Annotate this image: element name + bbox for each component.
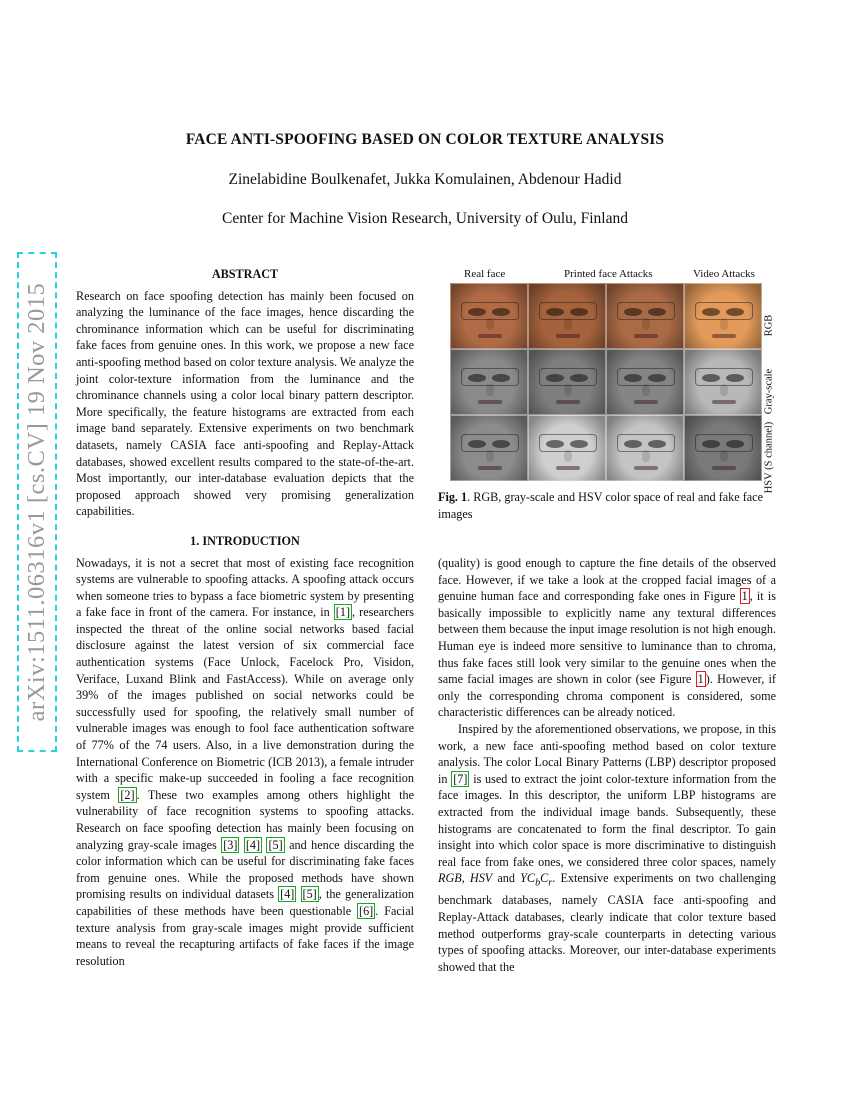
intro-text: Inspired by the aforementioned observations, we propose, in this work, a new face anti-spoofing method based on color texture analysis. The color Local Binary Patterns (LBP) descriptor proposed in [438, 721, 776, 786]
math-ycbcr-c: C [540, 871, 549, 886]
face-image-tile [450, 283, 528, 349]
intro-text: . Facial texture analysis from gray-scale images might provide sufficient means to reveal the recapturing artifacts of fake faces if the image resolution [76, 903, 414, 968]
figure-row-label-rgb: RGB [763, 314, 775, 337]
face-feature [726, 440, 744, 448]
citation-link[interactable]: [6] [359, 903, 374, 918]
face-feature [478, 400, 502, 404]
face-image-tile [528, 283, 606, 349]
paper-title: FACE ANTI-SPOOFING BASED ON COLOR TEXTURE ANALYSIS [185, 131, 665, 148]
figure-header-printed: Printed face Attacks [564, 268, 653, 280]
face-feature [634, 466, 658, 470]
intro-paragraph-1-continued [438, 555, 776, 721]
face-feature [546, 374, 564, 382]
face-feature [468, 308, 486, 316]
face-feature [570, 374, 588, 382]
math-sub-r: r [548, 877, 553, 889]
intro-text: . These two examples among others highlight the vulnerability of face recognition systems to spoofing attacks. Research on face spoofing detection has mainly been focusing on analyzing gray-scale images [76, 787, 415, 852]
right-column [438, 555, 776, 975]
intro-text: and hence discarding the color information which can be useful for discriminating fake faces from genuine ones. While the proposed methods have shown promising results on individual datasets [76, 837, 415, 902]
face-feature [702, 308, 720, 316]
face-feature [624, 308, 642, 316]
face-feature [720, 318, 728, 330]
face-feature [564, 450, 572, 462]
citation-link[interactable]: [7] [453, 771, 468, 786]
left-column [76, 266, 414, 969]
face-feature [712, 334, 736, 338]
face-feature [634, 400, 658, 404]
math-ycbcr [520, 871, 553, 889]
face-image-tile [684, 415, 762, 481]
face-feature [712, 400, 736, 404]
intro-text: , [461, 871, 470, 886]
face-feature [556, 466, 580, 470]
face-feature [726, 308, 744, 316]
citation-link[interactable]: [5] [302, 887, 317, 902]
face-image-tile [450, 415, 528, 481]
figure-1 [438, 266, 778, 521]
intro-text: . Extensive experiments on two challenging benchmark databases, namely CASIA face anti-spoofing and Replay-Attack databases, clearly indicate that color texture based method outperforms gray-scale counterparts in detecting various types of spoofing attacks. Moreover, our inter-database experiments showed that the [438, 871, 776, 974]
face-feature [720, 384, 728, 396]
figure-link[interactable]: 1 [741, 589, 748, 604]
face-feature [702, 374, 720, 382]
face-feature [486, 384, 494, 396]
face-feature [570, 308, 588, 316]
intro-paragraph-2 [438, 721, 776, 975]
face-feature [726, 374, 744, 382]
face-feature [556, 400, 580, 404]
figure-header-real: Real face [464, 268, 506, 280]
face-feature [478, 334, 502, 338]
intro-text: ). However, if only the corresponding chroma component is considered, some characteristic differences can be already noticed. [438, 672, 776, 720]
face-image-tile [606, 349, 684, 415]
math-sub-b: b [535, 877, 541, 889]
face-image-tile [528, 349, 606, 415]
face-feature [648, 308, 666, 316]
intro-text: and [492, 871, 521, 886]
face-feature [468, 440, 486, 448]
figure-caption-text: . RGB, gray-scale and HSV color space of real and fake face images [438, 490, 763, 521]
intro-paragraph-1 [76, 555, 414, 970]
face-image-tile [684, 349, 762, 415]
figure-caption-label: Fig. 1 [438, 490, 468, 504]
face-image-tile [606, 283, 684, 349]
face-feature [486, 318, 494, 330]
intro-text: is used to extract the joint color-texture information from the face images. In this descriptor, the uniform LBP histograms are extracted from the individual image bands. Subsequently, these histograms are concatenated to form the final descriptor. To gain insight into which color space is more discriminative to distinguish real face from fake ones, we considered three color spaces, namely [438, 771, 777, 869]
figure-row-label-hsv: HSV (S channel) [763, 421, 775, 494]
citation-link[interactable]: [4] [280, 887, 295, 902]
face-feature [648, 440, 666, 448]
citation-link[interactable]: [2] [120, 787, 135, 802]
figure-column-headers [438, 266, 778, 282]
intro-text: Nowadays, it is not a secret that most of existing face recognition systems are vulnerable to spoofing attacks. A spoofing attack occurs when someone tries to bypass a face biometric system by presenting a fake face in front of the camera. For instance, in [76, 555, 414, 620]
face-image-tile [450, 349, 528, 415]
intro-text: , researchers inspected the threat of the online social networks based facial disclosure against the latest version of six commercial face authentication systems (Face Unlock, Facelock Pro, Visidon, Veriface, Luxand Blink and FastAccess). While on average only 39% of the images published on social networks could be successfully used for spoofing, the relatively small number of vulnerable images was enough to fool face authentication software of 77% of the 74 users. Also, in a live demonstration during the International Conference on Biometric (ICB 2013), a female intruder with a specific make-up succeeded in fooling a face recognition system [76, 605, 414, 802]
face-image-tile [606, 415, 684, 481]
abstract-text: Research on face spoofing detection has mainly been focused on analyzing the luminance of the face images, hence discarding the chrominance information which can be useful for discriminating fake faces from genuine ones. In this work, we propose a new face anti-spoofing method based on color texture analysis. We analyze the joint color-texture information from the luminance and the chrominance channels using a color local binary pattern descriptor. More specifically, the feature histograms are extracted from each image band separately. Extensive experiments on two benchmark datasets, namely CASIA face anti-spoofing and Replay-Attack databases, showed excellent results compared to the state-of-the-art. Most importantly, our inter-database evaluation depicts that the proposed approach showed very promising generalization capabilities. [76, 288, 414, 519]
face-image-tile [684, 283, 762, 349]
face-feature [564, 384, 572, 396]
arxiv-identifier[interactable]: arXiv:1511.06316v1 [cs.CV] 19 Nov 2015 [17, 252, 57, 752]
face-feature [546, 440, 564, 448]
figure-link[interactable]: 1 [697, 672, 704, 687]
face-feature [546, 308, 564, 316]
citation-link[interactable]: [1] [335, 605, 351, 620]
face-feature [642, 384, 650, 396]
figure-caption [438, 489, 778, 522]
intro-text: , it is basically impossible to explicitly name any textural differences between them because the input image resolution is not high enough. Human eye is indeed more sensitive to luminance than to chroma, thus fake faces still look very similar to the genuine ones when the same facial images are shown in color (see Figure [438, 589, 776, 687]
face-image-tile [528, 415, 606, 481]
face-feature [570, 440, 588, 448]
face-feature [468, 374, 486, 382]
citation-link[interactable]: [3] [223, 837, 238, 852]
math-ycbcr-y: YC [520, 871, 536, 886]
face-feature [624, 374, 642, 382]
face-feature [556, 334, 580, 338]
math-rgb: RGB [438, 871, 462, 886]
paper-affiliation: Center for Machine Vision Research, University of Oulu, Finland [221, 210, 628, 227]
face-feature [642, 450, 650, 462]
face-feature [648, 374, 666, 382]
intro-text: , the generalization capabilities of these methods have been questionable [76, 887, 414, 918]
citation-link[interactable]: [5] [268, 837, 283, 852]
face-feature [642, 318, 650, 330]
intro-text: (quality) is good enough to capture the fine details of the observed face. However, if we take a look at the cropped facial images of a genuine human face and corresponding fake ones in Figure [438, 556, 776, 604]
citation-link[interactable]: [4] [245, 837, 261, 852]
face-feature [712, 466, 736, 470]
face-feature [492, 308, 510, 316]
face-feature [486, 450, 494, 462]
math-hsv: HSV [469, 871, 493, 886]
face-feature [634, 334, 658, 338]
face-feature [492, 440, 510, 448]
face-image-grid [450, 283, 762, 481]
face-feature [720, 450, 728, 462]
figure-row-label-gray: Gray-scale [763, 368, 775, 415]
introduction-heading: 1. INTRODUCTION [190, 533, 300, 548]
face-feature [624, 440, 642, 448]
face-feature [702, 440, 720, 448]
paper-authors: Zinelabidine Boulkenafet, Jukka Komulainen, Abdenour Hadid [228, 171, 622, 188]
face-feature [478, 466, 502, 470]
face-feature [564, 318, 572, 330]
abstract-heading: ABSTRACT [211, 267, 279, 281]
figure-header-video: Video Attacks [693, 268, 755, 280]
face-feature [492, 374, 510, 382]
